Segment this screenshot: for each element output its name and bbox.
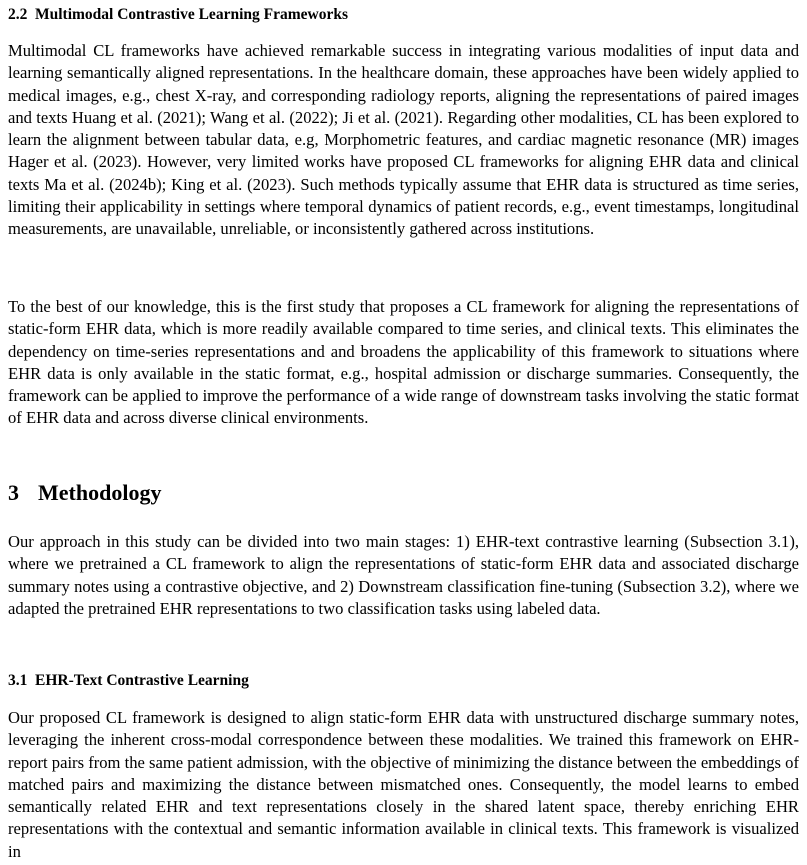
paragraph: Our approach in this study can be divided into two main stages: 1) EHR-text contrastive learning (Subsection 3.1), where we pretrained a CL framework to align the representations of static-form EHR data and associated discharge summary notes using a contrastive objective, and 2) Downstream classification fine-tuning (Subsection 3.2), where we adapted the pretrained EHR representations to two classification tasks using labeled data. <box>8 532 799 618</box>
section-3-heading <box>8 480 161 506</box>
paragraph: To the best of our knowledge, this is the first study that proposes a CL framework for aligning the representations of static-form EHR data, which is more readily available compared to time series, and clinical texts. This eliminates the dependency on time-series representations and and broadens the applicability of this framework to situations where EHR data is only available in the static format, e.g., hospital admission or discharge summaries. Consequently, the framework can be applied to improve the performance of a wide range of downstream tasks involving the static format of EHR data and across diverse clinical environments. <box>8 297 799 428</box>
paragraph: Our proposed CL framework is designed to align static-form EHR data with unstructured discharge summary notes, leveraging the inherent cross-modal correspondence between these modalities. We trained this framework on EHR-report pairs from the same patient admission, with the objective of minimizing the distance between the embeddings of matched pairs and maximizing the distance between mismatched ones. Consequently, the model learns to embed semantically related EHR and text representations closely in the shared latent space, thereby enriching EHR representations with the contextual and semantic information available in clinical texts. This framework is visualized in <box>8 708 799 861</box>
section-title: Methodology <box>38 480 162 505</box>
section-title: Multimodal Contrastive Learning Frameworks <box>35 6 348 23</box>
section-number: 2.2 <box>8 6 28 23</box>
section-3-1-heading <box>8 672 249 690</box>
paragraph: Multimodal CL frameworks have achieved remarkable success in integrating various modalities of input data and learning semantically aligned representations. In the healthcare domain, these approaches have been widely applied to medical images, e.g., chest X-ray, and corresponding radiology reports, aligning the representations of paired images and texts Huang et al. (2021); Wang et al. (2022); Ji et al. (2021). Regarding other modalities, CL has been explored to learn the alignment between tabular data, e.g, Morphometric features, and cardiac magnetic resonance (MR) images Hager et al. (2023). However, very limited works have proposed CL frameworks for aligning EHR data and clinical texts Ma et al. (2024b); King et al. (2023). Such methods typically assume that EHR data is structured as time series, limiting their applicability in settings where temporal dynamics of patient records, e.g., event timestamps, longitudinal measurements, are unavailable, unreliable, or inconsistently gathered across institutions. <box>8 41 799 239</box>
section-2-2-heading <box>8 6 348 24</box>
section-number: 3.1 <box>8 672 28 689</box>
section-title: EHR-Text Contrastive Learning <box>35 672 249 689</box>
section-number: 3 <box>8 480 19 505</box>
